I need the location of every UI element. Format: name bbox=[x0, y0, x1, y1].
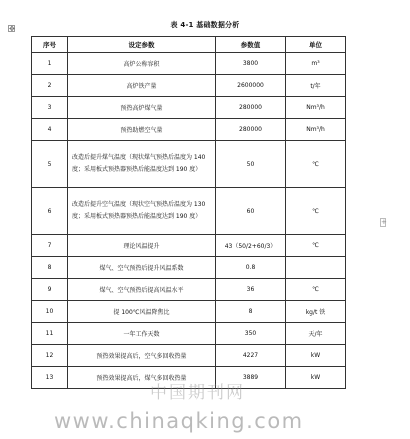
cell-unit: 天/年 bbox=[286, 323, 346, 345]
watermark-site-name: 中国期刊网 bbox=[150, 383, 245, 403]
table-row bbox=[32, 323, 346, 345]
table-row bbox=[32, 119, 346, 141]
cell-no: 4 bbox=[32, 119, 68, 141]
cell-no: 9 bbox=[32, 279, 68, 301]
table-row bbox=[32, 53, 346, 75]
cell-no: 6 bbox=[32, 188, 68, 235]
cell-param: 改造后提升空气温度（现状空气预热后温度为 130 度；采用板式预热器预热后能温度达到 190 度） bbox=[68, 188, 216, 235]
header-unit: 单位 bbox=[286, 37, 346, 53]
cell-param: 一年工作天数 bbox=[68, 323, 216, 345]
cell-param: 预热效果提高后，空气多回收热量 bbox=[68, 345, 216, 367]
table-row bbox=[32, 257, 346, 279]
cell-unit: ℃ bbox=[286, 279, 346, 301]
cell-no: 1 bbox=[32, 53, 68, 75]
header-param: 设定参数 bbox=[68, 37, 216, 53]
cell-no: 8 bbox=[32, 257, 68, 279]
cell-value: 3889 bbox=[216, 367, 286, 389]
cell-unit: ℃ bbox=[286, 235, 346, 257]
cell-param: 煤气、空气预热后提升风温系数 bbox=[68, 257, 216, 279]
cell-value: 60 bbox=[216, 188, 286, 235]
cell-unit: ℃ bbox=[286, 141, 346, 188]
cell-value: 280000 bbox=[216, 119, 286, 141]
cell-unit: ℃ bbox=[286, 188, 346, 235]
cell-param: 煤气、空气预热后提高风温水平 bbox=[68, 279, 216, 301]
cell-unit: kW bbox=[286, 345, 346, 367]
cell-param: 预热助燃空气量 bbox=[68, 119, 216, 141]
cell-unit: Nm³/h bbox=[286, 119, 346, 141]
table-row bbox=[32, 345, 346, 367]
cell-value: 36 bbox=[216, 279, 286, 301]
cell-param: 理论风温提升 bbox=[68, 235, 216, 257]
cell-no: 11 bbox=[32, 323, 68, 345]
table-header-row bbox=[32, 37, 346, 53]
table-row bbox=[32, 301, 346, 323]
cell-unit: Nm³/h bbox=[286, 97, 346, 119]
cell-value: 8 bbox=[216, 301, 286, 323]
cell-unit: m³ bbox=[286, 53, 346, 75]
table-row bbox=[32, 97, 346, 119]
cell-no: 7 bbox=[32, 235, 68, 257]
cell-no: 13 bbox=[32, 367, 68, 389]
header-value: 参数值 bbox=[216, 37, 286, 53]
cell-value: 50 bbox=[216, 141, 286, 188]
cell-param: 改造后提升煤气温度（现状煤气预热后温度为 140 度；采用板式预热器预热后能温度达到 190 度） bbox=[68, 141, 216, 188]
cell-param: 预热效果提高后，煤气多回收热量 bbox=[68, 367, 216, 389]
basic-data-table bbox=[31, 36, 346, 389]
cell-no: 10 bbox=[32, 301, 68, 323]
cell-unit bbox=[286, 257, 346, 279]
cell-no: 3 bbox=[32, 97, 68, 119]
table-row bbox=[32, 141, 346, 188]
table-move-handle-icon[interactable]: ✥ bbox=[9, 25, 15, 33]
cell-unit: t/年 bbox=[286, 75, 346, 97]
cell-no: 2 bbox=[32, 75, 68, 97]
table-row bbox=[32, 235, 346, 257]
cell-unit: kW bbox=[286, 367, 346, 389]
cell-param: 预热高炉煤气量 bbox=[68, 97, 216, 119]
cell-value: 2600000 bbox=[216, 75, 286, 97]
table-row bbox=[32, 279, 346, 301]
cell-value: 280000 bbox=[216, 97, 286, 119]
table-title: 表 4-1 基础数据分析 bbox=[170, 21, 240, 29]
cell-no: 12 bbox=[32, 345, 68, 367]
cell-value: 43（50/2+60/3） bbox=[216, 235, 286, 257]
cell-value: 3800 bbox=[216, 53, 286, 75]
table-row bbox=[32, 188, 346, 235]
cell-value: 0.8 bbox=[216, 257, 286, 279]
cell-no: 5 bbox=[32, 141, 68, 188]
add-column-handle-icon[interactable]: + bbox=[381, 218, 387, 226]
cell-param: 高炉公称容积 bbox=[68, 53, 216, 75]
header-no: 序号 bbox=[32, 37, 68, 53]
cell-param: 提 100℃风温降焦比 bbox=[68, 301, 216, 323]
watermark-url: www.chinaqking.com bbox=[54, 409, 304, 433]
cell-unit: kg/t 铁 bbox=[286, 301, 346, 323]
cell-param: 高炉铁产量 bbox=[68, 75, 216, 97]
cell-value: 4227 bbox=[216, 345, 286, 367]
table-row bbox=[32, 75, 346, 97]
cell-value: 350 bbox=[216, 323, 286, 345]
